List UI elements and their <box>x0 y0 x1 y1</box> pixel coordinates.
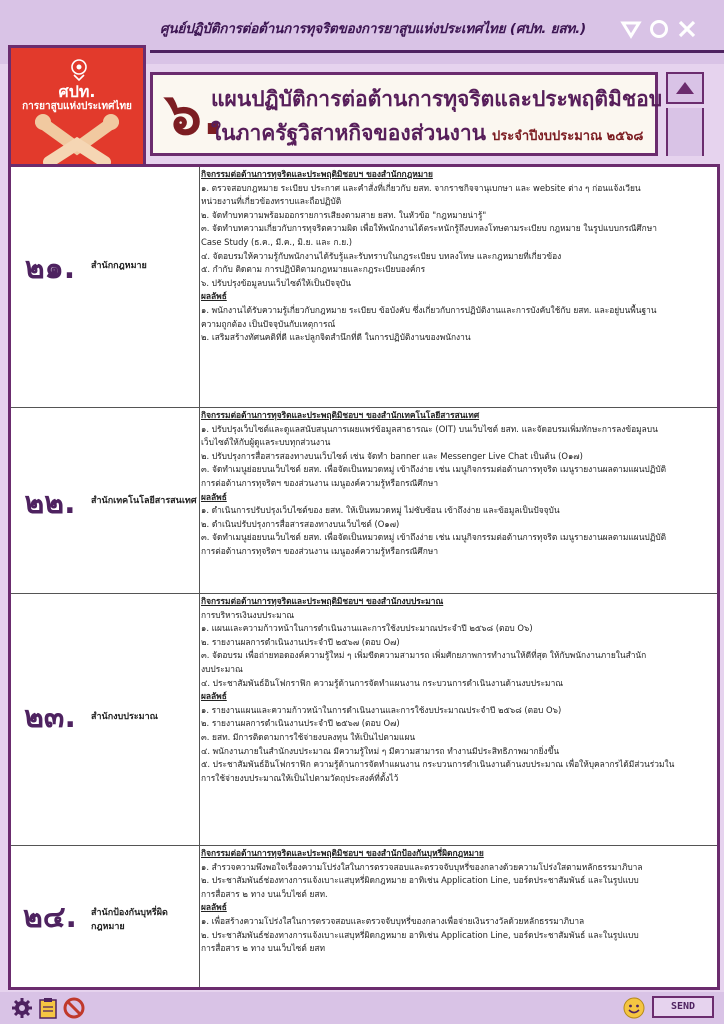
row-number: ๒๔. <box>23 900 77 935</box>
content-line: การต่อต้านการทุจริตฯ ของส่วนงาน เมนูองค์ความรู้หรือกรณีศึกษา <box>201 545 439 556</box>
content-line: การสื่อสาร ๒ ทาง บนเว็บไซต์ ยสท. <box>201 888 328 899</box>
content-line: ๒. ประชาสัมพันธ์ช่องทางการแจ้งเบาะแสบุหรี่ผิดกฎหมาย อาทิเช่น Application Line, บอร์ดประชาสัมพันธ์ และในรูปแบบ <box>201 875 639 886</box>
content-line: ๓. จัดทำเมนูย่อยบนเว็บไซต์ ยสท. เพื่อจัดเป็นหมวดหมู่ เข้าถึงง่าย เช่น เมนูกิจกรรมต่อต้านการทุจริต เมนูรายงานผลตามแผนปฏิบัติ <box>201 532 667 543</box>
scroll-up-button[interactable] <box>666 72 704 104</box>
content-line: ๒. เสริมสร้างทัศนคติที่ดี และปลูกจิตสำนึกที่ดี ในการปฏิบัติงานของพนักงาน <box>201 332 471 343</box>
content-line: หน่วยงานที่เกี่ยวข้องทราบและถือปฏิบัติ <box>201 196 342 207</box>
section-number: ๖. <box>165 80 224 148</box>
section-heading: ผลลัพธ์ <box>201 902 227 913</box>
content-line: ๒. ปรับปรุงการสื่อสารสองทางบนเว็บไซต์ เช่น จัดทำ banner และ Messenger Live Chat เป็นต้น (O๑๗) <box>201 450 583 461</box>
unit-cell <box>89 167 200 407</box>
send-button[interactable]: SEND <box>652 996 714 1018</box>
row-content <box>201 409 713 559</box>
minimize-triangle-icon[interactable] <box>620 18 642 40</box>
row-number: ๒๓. <box>24 700 76 735</box>
content-line: ๔. ประชาสัมพันธ์อินโฟกราฟิก ความรู้ด้านการจัดทำแผนงาน กระบวนการดำเนินงานด้านงบประมาณ <box>201 677 564 688</box>
fiscal-year: ประจำปีงบประมาณ ๒๕๖๘ <box>492 129 644 144</box>
number-cell <box>11 594 89 845</box>
maximize-circle-icon[interactable] <box>648 18 670 40</box>
content-line: ๑. ดำเนินการปรับปรุงเว็บไซต์ของ ยสท. ให้เป็นหมวดหมู่ ไม่ซับซ้อน เข้าถึงง่าย และข้อมูลเป็นปัจจุบัน <box>201 505 560 516</box>
section-heading: ผลลัพธ์ <box>201 691 227 702</box>
emblem-icon <box>69 58 89 82</box>
row-number: ๒๑. <box>24 251 76 286</box>
logo-acronym: ศปท. <box>58 82 96 101</box>
content-line: ๖. ปรับปรุงข้อมูลบนเว็บไซต์ให้เป็นปัจจุบัน <box>201 277 352 288</box>
content-line: ๔. จัดอบรมให้ความรู้กับพนักงานได้รับรู้และรับทราบในกฎระเบียบ บทลงโทษ และกฎหมายที่เกี่ยวข้อง <box>201 250 562 261</box>
unit-name: สำนักป้องกันบุหรี่ผิดกฎหมาย <box>91 908 168 932</box>
content-line: ๓. จัดอบรม เพื่อถ่ายทอดองค์ความรู้ใหม่ ๆ เพิ่มขีดความสามารถ เพิ่มศักยภาพการทำงานให้ดีที่สุด ให้กับพนักงานภายในสำนัก <box>201 650 647 661</box>
table-row <box>11 407 717 593</box>
unit-cell <box>89 408 200 593</box>
crossed-hands-icon <box>31 114 123 166</box>
row-content <box>201 168 713 345</box>
row-content <box>201 595 713 785</box>
content-line: ๕. ประชาสัมพันธ์อินโฟกราฟิก ความรู้ด้านการจัดทำแผนงาน กระบวนการดำเนินงานด้านงบประมาณ เพื่อให้บุคลากรได้มีส่วนร่วมใน <box>201 759 675 770</box>
content-line: ๑. สำรวจความพึงพอใจเรื่องความโปร่งใสในการตรวจสอบและตรวจจับบุหรี่ของกลางด้วยความโปร่งใสตามหลักธรรมาภิบาล <box>201 861 643 872</box>
plan-heading <box>150 72 663 156</box>
content-line: ๔. พนักงานภายในสำนักงบประมาณ มีความรู้ใหม่ ๆ มีความสามารถ ทำงานมีประสิทธิภาพมากยิ่งขึ้น <box>201 745 560 756</box>
window-title: ศูนย์ปฏิบัติการต่อต้านการทุจริตของการยาสูบแห่งประเทศไทย (ศปท. ยสท.) <box>160 21 587 37</box>
content-line: ๓. จัดทำบทความเกี่ยวกับการทุจริตความผิด เพื่อให้พนักงานได้ตระหนักรู้ถึงบทลงโทษตามระเบียบ กฎหมาย ในรูปแบบกรณีศึกษา <box>201 223 657 234</box>
row-number: ๒๒. <box>24 486 76 521</box>
gear-icon[interactable] <box>10 996 34 1020</box>
content-line: Case Study (ธ.ค., มี.ค., มิ.ย. และ ก.ย.) <box>201 236 353 247</box>
title-rule <box>150 50 724 53</box>
content-line: ๑. ปรับปรุงเว็บไซต์และดูแลสนับสนุนการเผยแพร่ข้อมูลสาธารณะ (OIT) บนเว็บไซต์ ยสท. และจัดอบรมเพิ่มทักษะการลงข้อมูลบน <box>201 423 658 434</box>
no-entry-icon[interactable] <box>62 996 86 1020</box>
smiley-icon[interactable] <box>622 996 646 1020</box>
unit-name: สำนักเทคโนโลยีสารสนเทศ <box>91 496 197 506</box>
close-x-icon[interactable] <box>676 18 698 40</box>
section-heading: กิจกรรมต่อต้านการทุจริตและประพฤติมิชอบฯ ของสำนักป้องกันบุหรี่ผิดกฎหมาย <box>201 848 484 858</box>
table-row <box>11 845 717 987</box>
section-heading: ผลลัพธ์ <box>201 491 227 502</box>
table-row <box>11 593 717 845</box>
number-cell <box>11 846 89 987</box>
section-heading: ผลลัพธ์ <box>201 291 227 302</box>
unit-cell <box>89 846 200 987</box>
content-line: ๒. รายงานผลการดำเนินงานประจำปี ๒๕๖๗ (ตอบ O๗) <box>201 636 400 647</box>
activity-table <box>8 164 720 990</box>
content-line: ๑. พนักงานได้รับความรู้เกี่ยวกับกฎหมาย ระเบียบ ข้อบังคับ ซึ่งเกี่ยวกับการปฏิบัติงานและการบังคับใช้กับ ยสท. และอยู่บนพื้นฐาน <box>201 304 657 315</box>
content-line: ความถูกต้อง เป็นปัจจุบันกับเหตุการณ์ <box>201 318 336 329</box>
clipboard-icon[interactable] <box>36 996 60 1020</box>
heading-line-2-main: ในภาครัฐวิสาหกิจของส่วนงาน <box>211 121 487 145</box>
bottom-toolbar <box>0 992 724 1024</box>
section-heading: กิจกรรมต่อต้านการทุจริตและประพฤติมิชอบฯ ของสำนักเทคโนโลยีสารสนเทศ <box>201 410 480 420</box>
content-line: การต่อต้านการทุจริตฯ ของส่วนงาน เมนูองค์ความรู้หรือกรณีศึกษา <box>201 477 439 488</box>
content-line: ๒. ประชาสัมพันธ์ช่องทางการแจ้งเบาะแสบุหรี่ผิดกฎหมาย อาทิเช่น Application Line, บอร์ดประชาสัมพันธ์ และในรูปแบบ <box>201 929 639 940</box>
content-line: ๑. ตรวจสอบกฎหมาย ระเบียบ ประกาศ และคำสั่งที่เกี่ยวกับ ยสท. จากราชกิจจานุเบกษา และ website ต่าง ๆ ก่อนแจ้งเวียน <box>201 182 641 193</box>
content-line: เว็บไซต์ให้กับผู้ดูแลระบบทุกส่วนงาน <box>201 437 331 448</box>
unit-cell <box>89 594 200 845</box>
scrollbar-track[interactable] <box>666 108 704 156</box>
content-line: การสื่อสาร ๒ ทาง บนเว็บไซต์ ยสท <box>201 943 326 954</box>
content-line: ๑. เพื่อสร้างความโปร่งใสในการตรวจสอบและตรวจจับบุหรี่ของกลางเพื่อจ่ายเงินรางวัลด้วยหลักธรรมาภิบาล <box>201 915 585 926</box>
table-row <box>11 167 717 407</box>
content-line: ๑. แผนและความก้าวหน้าในการดำเนินงานและการใช้งบประมาณประจำปี ๒๕๖๘ (ตอบ O๖) <box>201 623 533 634</box>
content-line: ๕. กำกับ ติดตาม การปฏิบัติตามกฎหมายและกฎระเบียบองค์กร <box>201 264 426 275</box>
content-line: ๑. รายงานแผนและความก้าวหน้าในการดำเนินงานและการใช้งบประมาณประจำปี ๒๕๖๘ (ตอบ O๖) <box>201 704 562 715</box>
content-line: ๓. จัดทำเมนูย่อยบนเว็บไซต์ ยสท. เพื่อจัดเป็นหมวดหมู่ เข้าถึงง่าย เช่น เมนูกิจกรรมต่อต้านการทุจริต เมนูรายงานผลตามแผนปฏิบัติ <box>201 464 667 475</box>
unit-name: สำนักงบประมาณ <box>91 712 158 722</box>
triangle-up-icon <box>668 74 702 102</box>
heading-line-2 <box>211 117 643 150</box>
content-line: การใช้จ่ายงบประมาณให้เป็นไปตามวัตถุประสงค์ที่ตั้งไว้ <box>201 772 399 783</box>
logo-org-name: การยาสูบแห่งประเทศไทย <box>22 101 132 112</box>
number-cell <box>11 167 89 407</box>
section-heading: กิจกรรมต่อต้านการทุจริตและประพฤติมิชอบฯ ของสำนักกฎหมาย <box>201 169 433 179</box>
number-cell <box>11 408 89 593</box>
content-line: ๒. จัดทำบทความพร้อมออกรายการเสียงตามสาย ยสท. ในหัวข้อ "กฎหมายน่ารู้" <box>201 209 487 220</box>
row-content <box>201 847 713 956</box>
heading-line-1: แผนปฏิบัติการต่อต้านการทุจริตและประพฤติมิชอบ <box>211 87 663 111</box>
section-heading: กิจกรรมต่อต้านการทุจริตและประพฤติมิชอบฯ ของสำนักงบประมาณ <box>201 596 444 606</box>
org-logo <box>8 45 146 167</box>
content-line: ๒. รายงานผลการดำเนินงานประจำปี ๒๕๖๗ (ตอบ O๗) <box>201 718 400 729</box>
content-line: ๓. ยสท. มีการติดตามการใช้จ่ายงบลงทุน ให้เป็นไปตามแผน <box>201 731 416 742</box>
content-line: งบประมาณ <box>201 663 243 674</box>
content-line: การบริหารเงินงบประมาณ <box>201 609 295 620</box>
content-line: ๒. ดำเนินปรับปรุงการสื่อสารสองทางบนเว็บไซต์ (O๑๗) <box>201 518 400 529</box>
unit-name: สำนักกฎหมาย <box>91 261 147 271</box>
